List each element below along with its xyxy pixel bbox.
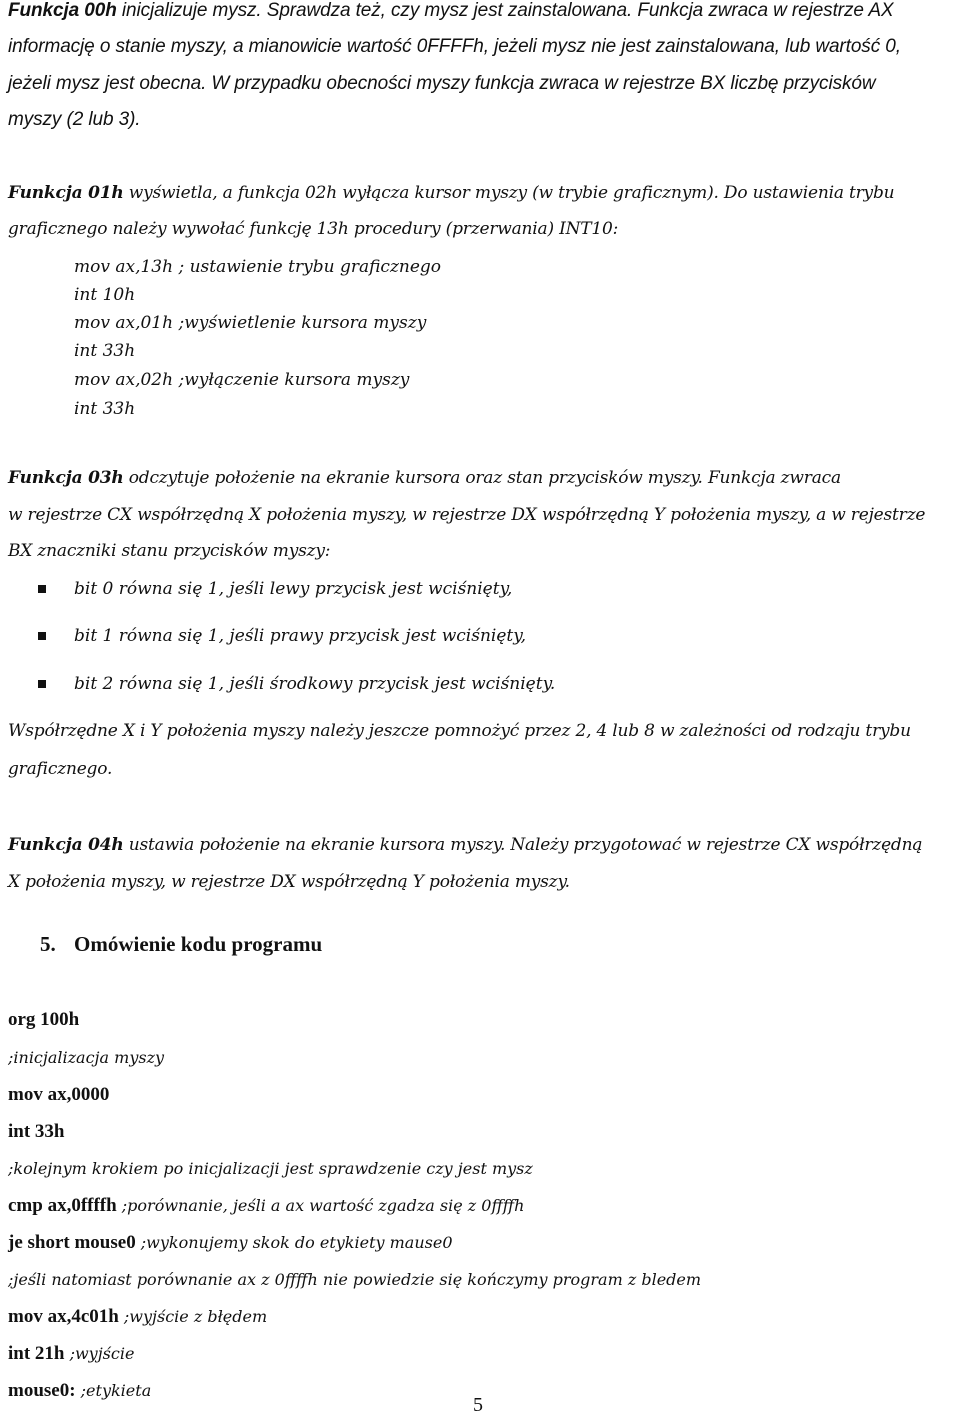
page-number: 5 (473, 1394, 483, 1416)
text-line: Funkcja 03h odczytuje położenie na ekranie kursora oraz stan przycisków myszy. Funkcja zwraca (8, 468, 841, 488)
program-line: je short mouse0 ;wykonujemy skok do etykiety mause0 (8, 1232, 453, 1253)
program-line: mov ax,0000 (8, 1084, 110, 1105)
text-line: myszy (2 lub 3). (8, 109, 141, 130)
program-line: org 100h (8, 1009, 80, 1030)
program-line: ;inicjalizacja myszy (8, 1048, 165, 1067)
text-line: X położenia myszy, w rejestrze DX współrzędną Y położenia myszy. (8, 872, 570, 892)
text-line: Współrzędne X i Y położenia myszy należy jeszcze pomnożyć przez 2, 4 lub 8 w zależności od rodzaju trybu (8, 721, 911, 741)
program-line: mov ax,4c01h ;wyjście z błędem (8, 1306, 268, 1327)
text-line: Funkcja 01h wyświetla, a funkcja 02h wyłącza kursor myszy (w trybie graficznym). Do ustawienia trybu (8, 183, 895, 203)
square-bullet-icon (38, 680, 46, 688)
function-name: Funkcja 01h (8, 183, 124, 203)
section-heading (40, 932, 322, 957)
code-line: mov ax,02h ;wyłączenie kursora myszy (74, 370, 410, 390)
code-line: int 33h (74, 341, 136, 361)
square-bullet-icon (38, 585, 46, 593)
function-name: Funkcja 00h (8, 0, 117, 21)
text-line: w rejestrze CX współrzędną X położenia myszy, w rejestrze DX współrzędną Y położenia myszy, a w rejestrze (8, 505, 926, 525)
code-line: int 33h (74, 399, 136, 419)
text-line: Funkcja 04h ustawia położenie na ekranie kursora myszy. Należy przygotować w rejestrze CX współrzędną (8, 835, 923, 855)
section-title: Omówienie kodu programu (74, 932, 323, 956)
text-line: graficznego należy wywołać funkcję 13h procedury (przerwania) INT10: (8, 219, 619, 239)
text-line: jeżeli mysz jest obecna. W przypadku obecności myszy funkcja zwraca w rejestrze BX liczbę przycisków (8, 73, 876, 94)
program-line: ;jeśli natomiast porównanie ax z 0ffffh nie powiedzie się kończymy program z bledem (8, 1270, 702, 1289)
code-line: mov ax,01h ;wyświetlenie kursora myszy (74, 313, 427, 333)
program-line: cmp ax,0ffffh ;porównanie, jeśli a ax wartość zgadza się z 0ffffh (8, 1195, 525, 1216)
program-line: ;kolejnym krokiem po inicjalizacji jest sprawdzenie czy jest mysz (8, 1159, 533, 1178)
code-line: mov ax,13h ; ustawienie trybu graficznego (74, 257, 442, 277)
section-number: 5. (40, 932, 56, 956)
text-line: Funkcja 00h inicjalizuje mysz. Sprawdza też, czy mysz jest zainstalowana. Funkcja zwraca w rejestrze AX (8, 0, 894, 21)
function-name: Funkcja 04h (8, 835, 124, 855)
program-line: int 21h ;wyjście (8, 1343, 135, 1364)
text-line: graficznego. (8, 759, 113, 779)
square-bullet-icon (38, 632, 46, 640)
code-line: int 10h (74, 285, 136, 305)
program-line: int 33h (8, 1121, 65, 1142)
text-line: BX znaczniki stanu przycisków myszy: (8, 541, 331, 561)
function-name: Funkcja 03h (8, 468, 124, 488)
text-line: informację o stanie myszy, a mianowicie wartość 0FFFFh, jeżeli mysz nie jest zainstalowana, lub wartość 0, (8, 36, 901, 57)
program-line: mouse0: ;etykieta (8, 1380, 152, 1401)
